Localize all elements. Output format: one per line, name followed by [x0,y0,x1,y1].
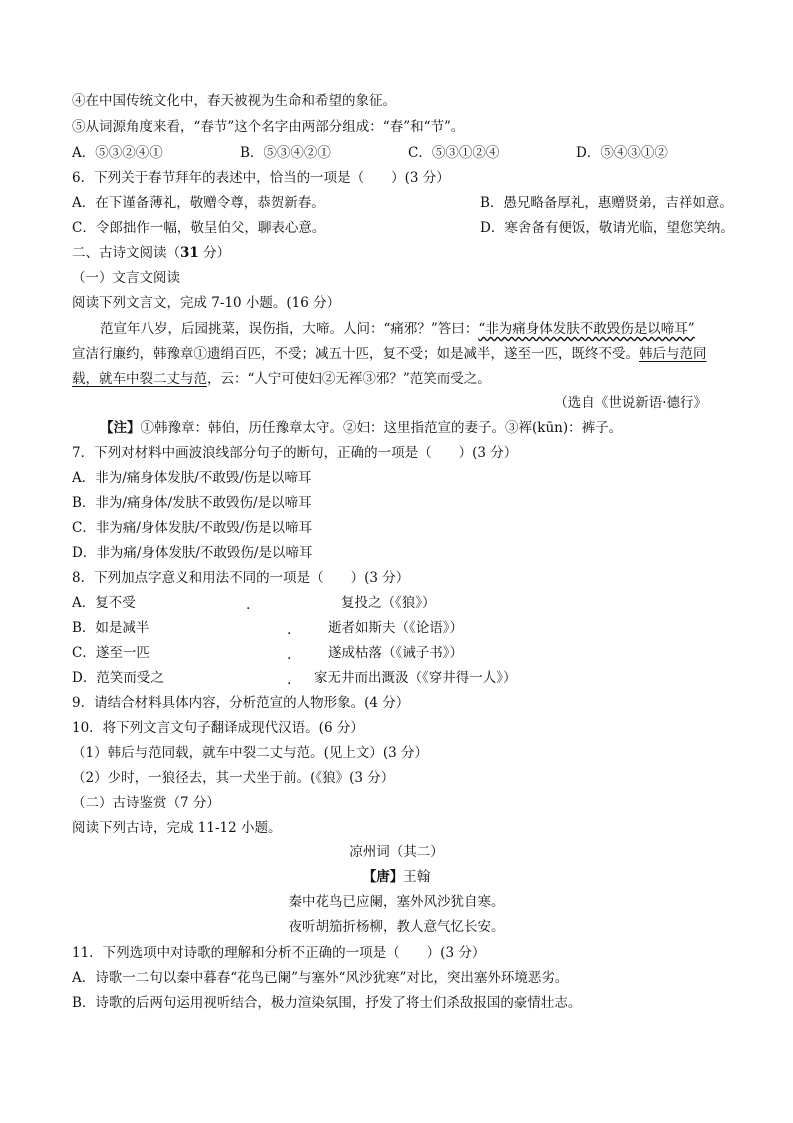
note-text: ①韩豫章：韩伯，历任豫章太守。②妇：这里指范宣的妻子。③裈(kūn)：裤子。 [140,420,623,436]
q6-option-b: B．愚兄略备厚礼，惠赠贤弟，吉祥如意。 [480,195,733,211]
q11-stem: 11．下列选项中对诗歌的理解和分析不正确的一项是（ ）(3 分） [72,945,486,961]
emphasis-dot: . [246,597,251,613]
q11-option-b: B．诗歌的后两句运用视听结合，极力渲染氛围，抒发了将士们杀敌报国的豪情壮志。 [72,995,582,1011]
q7-option-a: A．非为/痛身体发肤/不敢毁/伤是以啼耳 [72,470,312,486]
passage-line-3 [72,370,491,388]
passage-text-2: 宣洁行廉约，韩豫章①遗绢百匹，不受；减五十匹，复不受；如是减半，遂至一匹，既终不受。 [72,346,639,362]
q6-option-d: D．寒舍备有便饭，敬请光临，望您笑纳。 [480,220,734,236]
passage-intro: 阅读下列文言文，完成 7-10 小题。(16 分） [72,295,341,311]
poem-author-name: 王翰 [403,869,431,885]
q8-stem: 8．下列加点字意义和用法不同的一项是（ ）(3 分） [72,570,410,586]
q5-option-b: B．⑤③④②① [240,145,331,161]
q10-part-2: （2）少时，一狼径去，其一犬坐于前。(《狼》(3 分） [72,770,395,786]
q8-option-d-right: 家无井而出溉汲（《穿井得一人》） [314,670,517,686]
poem-title: 凉州词（其二） [349,844,444,860]
q8-option-a-left: A．复不受 [72,595,136,611]
section-2-points: 31 [180,245,199,261]
q10-part-1: （1）韩后与范同载，就车中裂二丈与范。(见上文）(3 分） [72,745,429,761]
q8-option-b-left: B．如是减半 [72,620,150,636]
emphasis-dot: . [287,647,292,663]
poem-line-1: 秦中花鸟已应阑，塞外风沙犹自寒。 [288,894,505,910]
passage-source: （选自《世说新语·德行》 [554,395,707,411]
subsection-1: （一）文言文阅读 [72,270,180,286]
q7-option-c: C．非为痛/身体发肤/不敢毁/伤是以啼耳 [72,520,312,536]
q7-option-d: D．非为痛/身体发肤/不敢毁伤/是以啼耳 [72,545,313,561]
emphasis-dot: . [287,622,292,638]
poem-dynasty: 【唐】 [362,869,404,885]
q5-option-d: D．⑤④③①② [576,145,668,161]
q10-stem: 10．将下列文言文句子翻译成现代汉语。(6 分） [72,720,364,736]
statement-4: ④在中国传统文化中，春天被视为生命和希望的象征。 [72,93,396,109]
poem-intro: 阅读下列古诗，完成 11-12 小题。 [72,820,282,836]
underlined-sentence-part-1: 韩后与范同 [639,346,707,362]
passage-note [100,419,622,437]
wavy-underlined-sentence: “非为痛身体发肤不敢毁伤是以啼耳” [478,321,695,337]
section-2-heading [72,244,230,262]
q7-stem: 7．下列对材料中画波浪线部分句子的断句，正确的一项是（ ）(3 分） [72,445,518,461]
poem-line-2: 夜听胡笳折杨柳，教人意气忆长安。 [288,919,505,935]
note-label: 【注】 [100,420,141,436]
underlined-sentence-part-2: 载，就车中裂二丈与范 [72,371,207,387]
q6-stem: 6．下列关于春节拜年的表述中，恰当的一项是（ ）(3 分） [72,170,450,186]
poem-author [0,868,793,886]
q11-option-a: A．诗歌一二句以秦中暮春“花鸟已阑”与塞外“风沙犹寒”对比，突出塞外环境恶劣。 [72,970,569,986]
q7-option-b: B．非为/痛身体/发肤不敢毁伤/是以啼耳 [72,495,312,511]
passage-text-3: ，云：“人宁可使妇②无裈③邪？”范笑而受之。 [207,371,491,387]
q8-option-c-right: 遂成枯落（《诫子书》） [328,645,463,661]
section-2-tail: 分） [198,245,231,261]
q9-stem: 9．请结合材料具体内容，分析范宣的人物形象。(4 分） [72,695,410,711]
subsection-2: （二）古诗鉴赏（7 分） [72,795,220,811]
q8-option-c-left: C．遂至一匹 [72,645,150,661]
passage-line-2 [72,345,707,363]
passage-line-1 [100,320,695,338]
q8-option-b-right: 逝者如斯夫（《论语》） [328,620,463,636]
q6-option-c: C．令郎拙作一幅，敬呈伯父，聊表心意。 [72,220,326,236]
q5-option-c: C．⑤③①②④ [408,145,500,161]
statement-5: ⑤从词源角度来看，“春节”这个名字由两部分组成：“春”和“节”。 [72,119,465,135]
passage-text-1: 范宣年八岁，后园挑菜，误伤指，大啼。人问：“痛邪？”答曰： [100,321,479,337]
q8-option-a-right: 复投之（《狼》） [341,595,436,611]
section-2-label: 二、古诗文阅读（ [72,245,180,261]
emphasis-dot: . [287,672,292,688]
q8-option-d-left: D．范笑而受之 [72,670,164,686]
q6-option-a: A．在下谨备薄礼，敬赠令尊，恭贺新春。 [72,195,325,211]
q5-option-a: A．⑤③②④① [72,145,163,161]
